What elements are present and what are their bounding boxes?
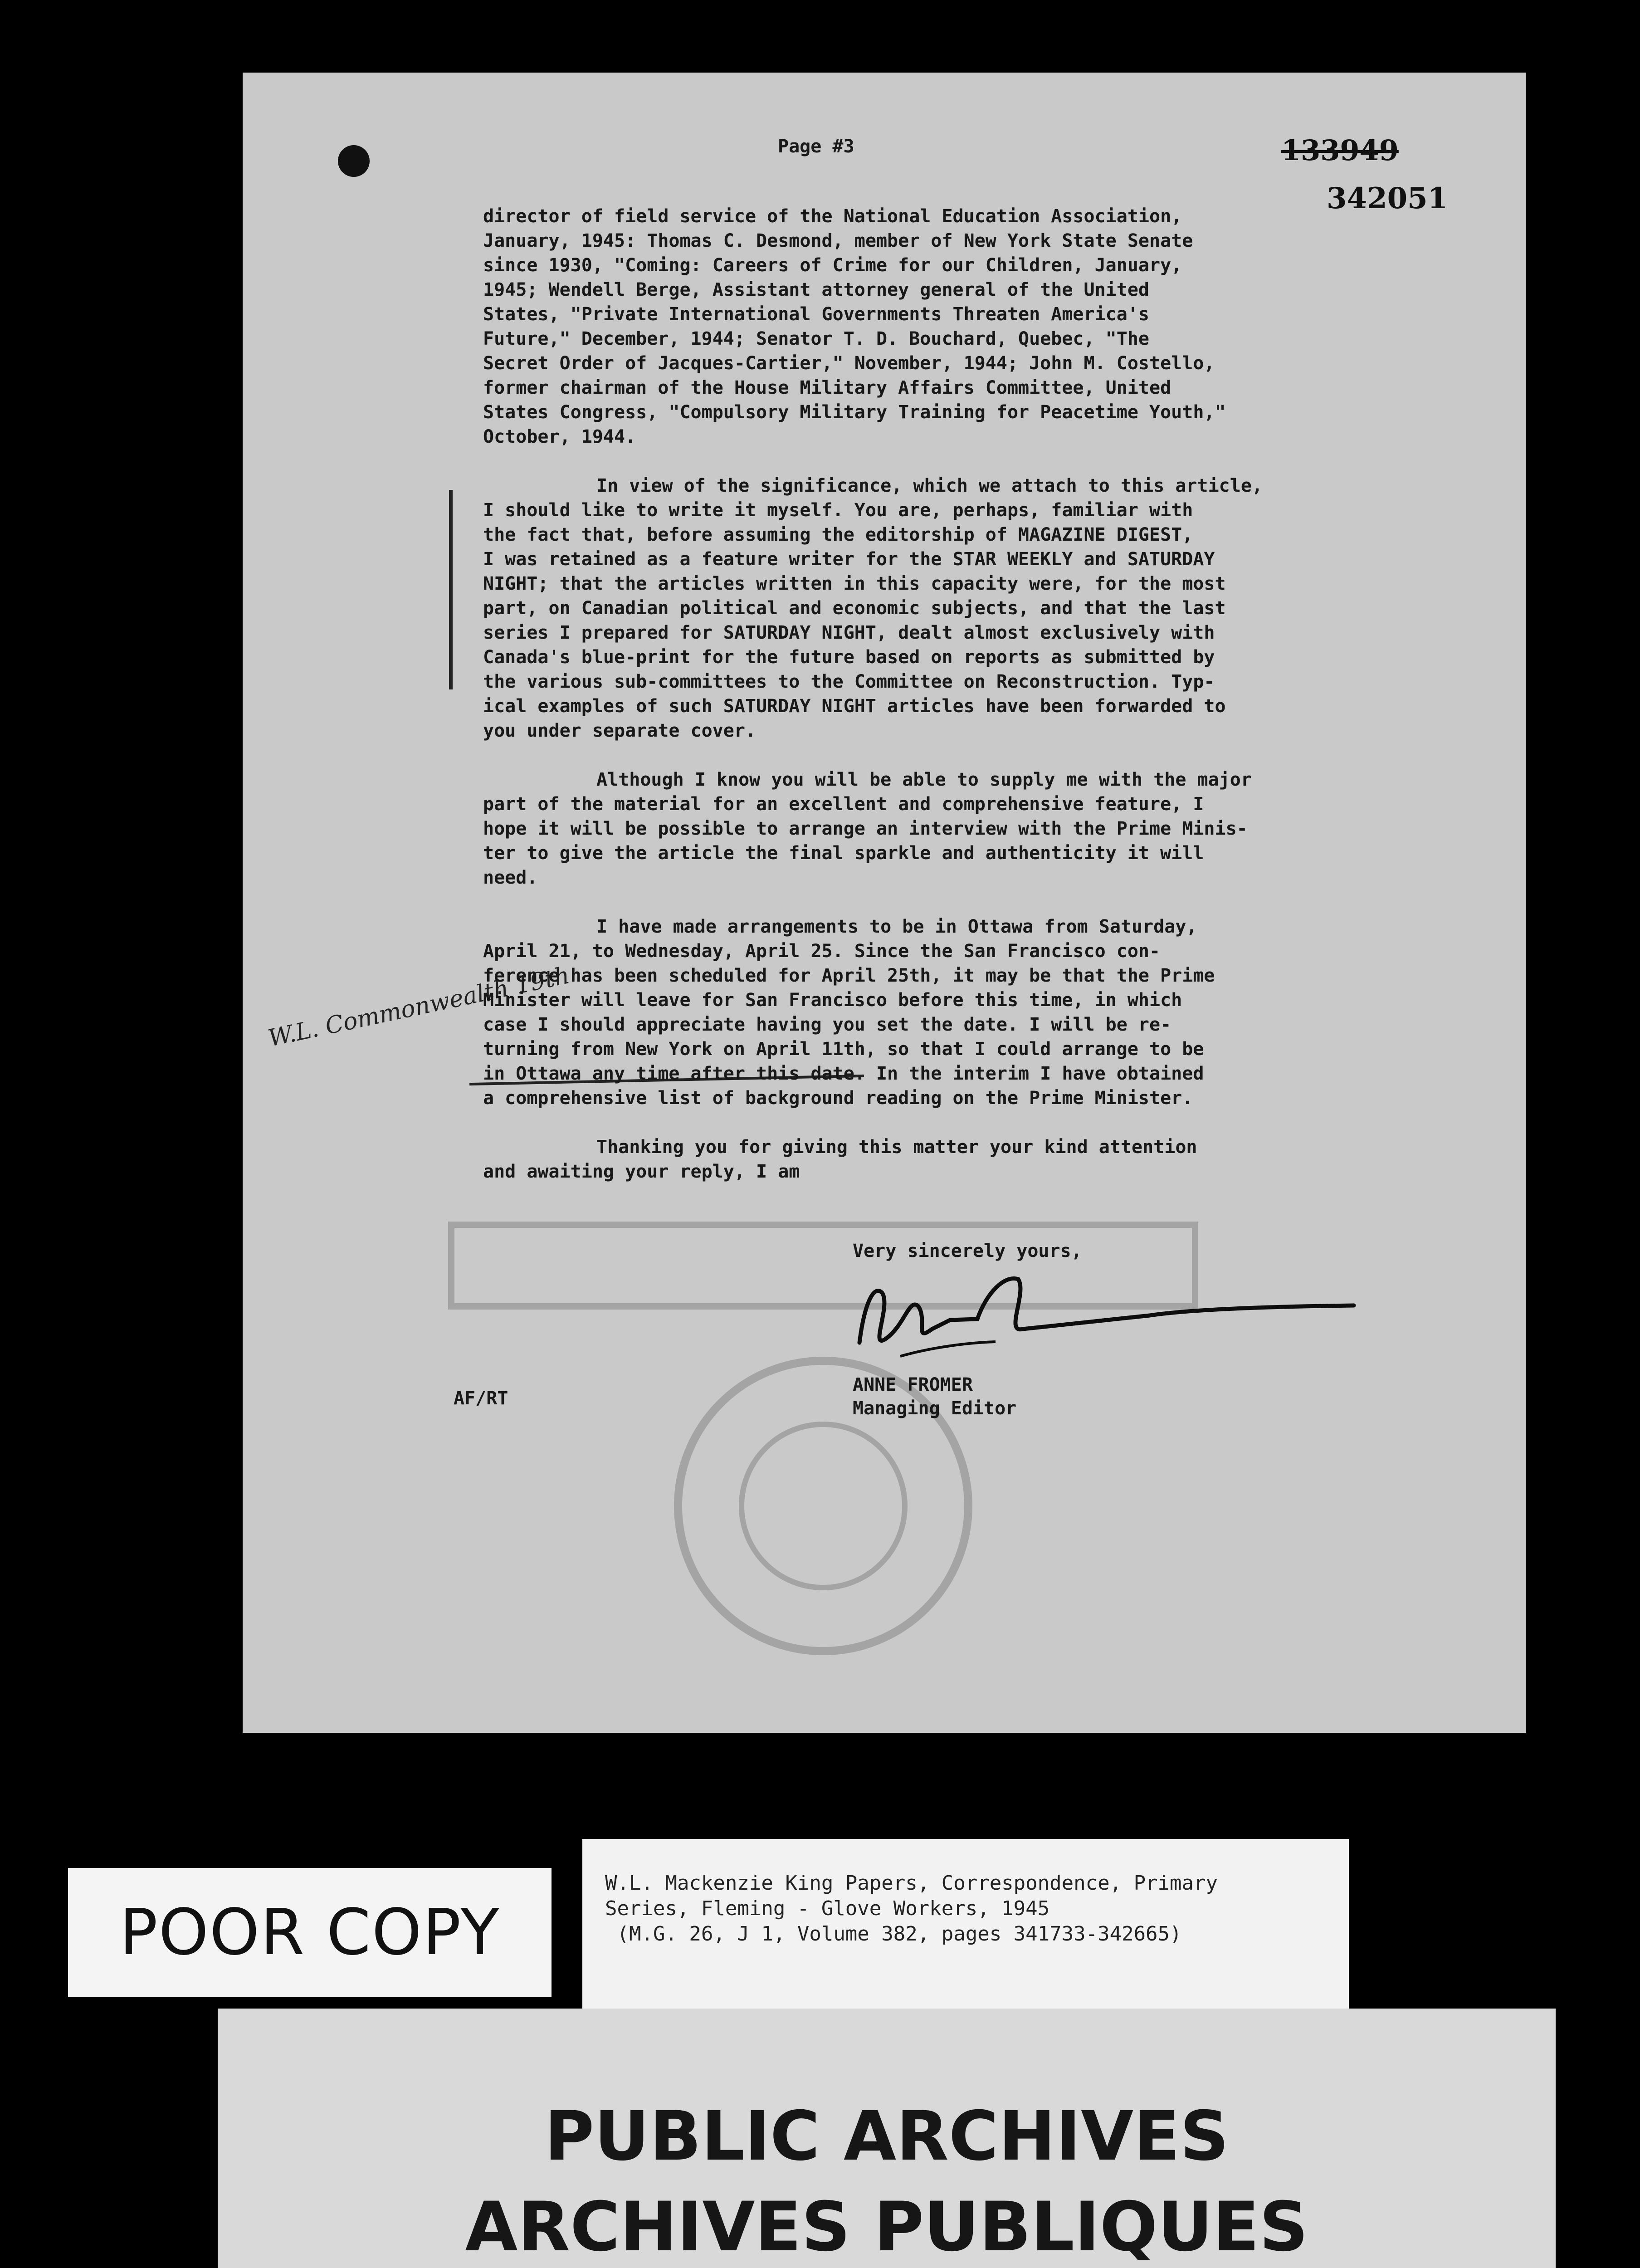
archives-banner — [218, 2009, 1556, 2268]
letter-paragraph — [483, 1135, 1508, 1184]
document-number: 342051 — [1327, 181, 1448, 215]
letter-line: Although I know you will be able to supply me with the major — [596, 769, 1252, 790]
letter-line: ter to give the article the final sparkle and authenticity it will — [483, 843, 1204, 864]
letter-line: ical examples of such SATURDAY NIGHT articles have been forwarded to — [483, 696, 1226, 717]
letter-paragraph — [483, 204, 1508, 449]
closing: Very sincerely yours, — [853, 1241, 1082, 1261]
letter-line: you under separate cover. — [483, 720, 757, 741]
letter-line: the various sub-committees to the Committee on Reconstruction. Typ- — [483, 671, 1215, 692]
archives-banner-english: PUBLIC ARCHIVES — [544, 2097, 1229, 2176]
citation-line: (M.G. 26, J 1, Volume 382, pages 341733-342665) — [605, 1922, 1182, 1945]
letter-line: in Ottawa any time after this date. In the interim I have obtained — [483, 1063, 1204, 1084]
archives-banner-french: ARCHIVES PUBLIQUES — [465, 2188, 1308, 2267]
letter-line: a comprehensive list of background reading on the Prime Minister. — [483, 1088, 1193, 1109]
letter-line: January, 1945: Thomas C. Desmond, member of New York State Senate — [483, 230, 1193, 251]
letter-line: the fact that, before assuming the editorship of MAGAZINE DIGEST, — [483, 524, 1193, 545]
letter-line: part, on Canadian political and economic subjects, and that the last — [483, 598, 1226, 619]
letter-line: ference has been scheduled for April 25th, it may be that the Prime — [483, 965, 1215, 986]
letter-line: I should like to write it myself. You are, perhaps, familiar with — [483, 500, 1193, 521]
poor-copy-label — [68, 1868, 552, 1997]
letter-line: Secret Order of Jacques-Cartier," November, 1944; John M. Costello, — [483, 353, 1215, 374]
letter-paragraph — [483, 767, 1508, 890]
letter-line: case I should appreciate having you set the date. I will be re- — [483, 1014, 1171, 1035]
poor-copy-text: POOR COPY — [119, 1895, 500, 1970]
signature — [832, 1266, 1376, 1374]
letter-line: October, 1944. — [483, 426, 636, 447]
letter-line: former chairman of the House Military Affairs Committee, United — [483, 377, 1171, 398]
letter-line: Future," December, 1944; Senator T. D. Bouchard, Quebec, "The — [483, 328, 1150, 349]
letter-line: NIGHT; that the articles written in this capacity were, for the most — [483, 573, 1226, 594]
letter-line: since 1930, "Coming: Careers of Crime for our Children, January, — [483, 255, 1182, 276]
letter-line: Minister will leave for San Francisco before this time, in which — [483, 990, 1182, 1011]
citation-line: Series, Fleming - Glove Workers, 1945 — [605, 1897, 1050, 1920]
watermark-stamp — [415, 1188, 1231, 1687]
old-document-number: 133949 — [1281, 134, 1399, 167]
letter-line: director of field service of the National Education Association, — [483, 206, 1182, 227]
letter-line: In view of the significance, which we attach to this article, — [596, 475, 1263, 496]
letter-page — [243, 73, 1526, 1733]
letter-line: I was retained as a feature writer for the STAR WEEKLY and SATURDAY — [483, 549, 1215, 570]
letter-line: 1945; Wendell Berge, Assistant attorney general of the United — [483, 279, 1150, 300]
letter-line: turning from New York on April 11th, so that I could arrange to be — [483, 1039, 1204, 1060]
letter-line: hope it will be possible to arrange an interview with the Prime Minis- — [483, 818, 1248, 839]
signer-name: ANNE FROMER — [853, 1374, 973, 1395]
letter-paragraph — [483, 474, 1508, 743]
page-number: Page #3 — [778, 136, 854, 157]
punch-hole — [338, 145, 370, 177]
letter-line: and awaiting your reply, I am — [483, 1161, 800, 1182]
citation-line: W.L. Mackenzie King Papers, Correspondence, Primary — [605, 1872, 1218, 1895]
letter-line: need. — [483, 867, 538, 888]
letter-line: I have made arrangements to be in Ottawa from Saturday, — [596, 916, 1197, 937]
letter-paragraph — [483, 914, 1508, 1110]
letter-line: States, "Private International Governments Threaten America's — [483, 304, 1150, 325]
signer-title: Managing Editor — [853, 1398, 1017, 1419]
margin-bracket — [449, 490, 453, 689]
letter-line: April 21, to Wednesday, April 25. Since the San Francisco con- — [483, 941, 1161, 962]
letter-line: Thanking you for giving this matter your kind attention — [596, 1137, 1197, 1158]
typist-initials: AF/RT — [454, 1388, 508, 1409]
letter-line: series I prepared for SATURDAY NIGHT, dealt almost exclusively with — [483, 622, 1215, 643]
archive-citation-card — [582, 1839, 1349, 2011]
letter-line: part of the material for an excellent and comprehensive feature, I — [483, 794, 1204, 815]
letter-line: States Congress, "Compulsory Military Training for Peacetime Youth," — [483, 402, 1226, 423]
letter-line: Canada's blue-print for the future based on reports as submitted by — [483, 647, 1215, 668]
letter-body — [483, 204, 1508, 1208]
handwritten-margin-note: W.L. Commonwealth 19th — [266, 962, 572, 1052]
